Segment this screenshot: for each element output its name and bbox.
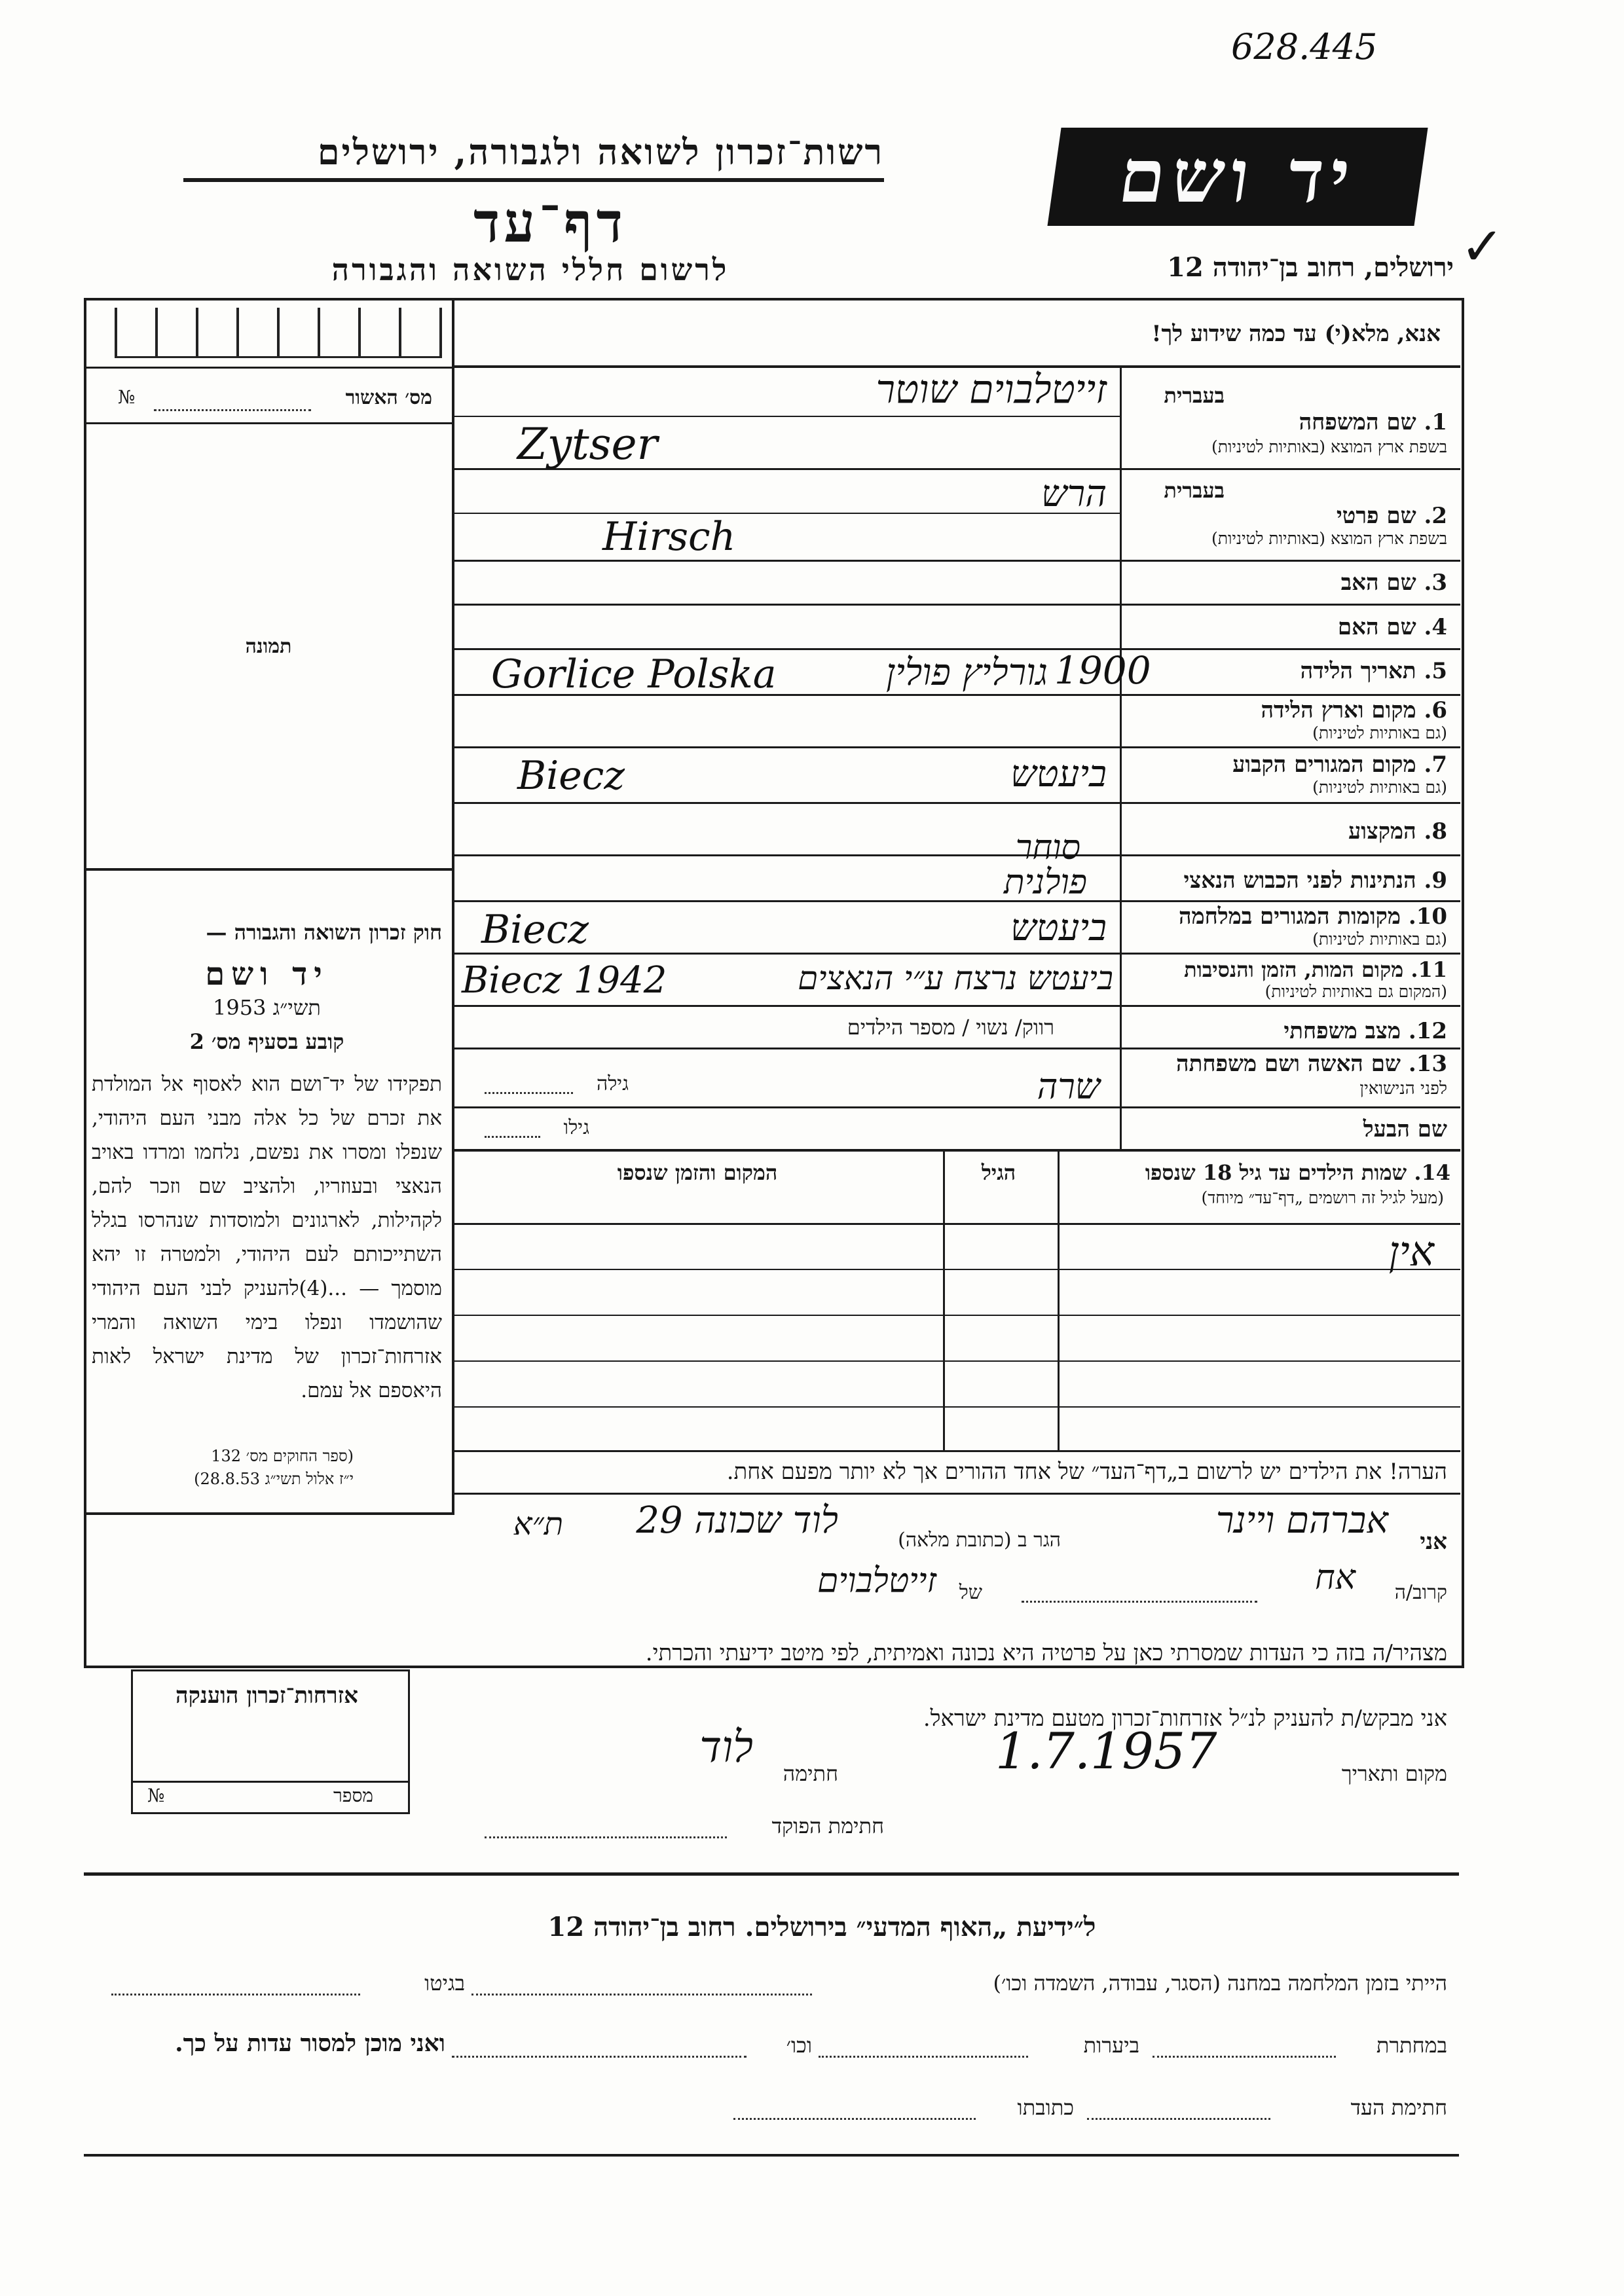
archive-reference: 628.445: [1231, 26, 1378, 67]
war-residence-latin-value[interactable]: Biecz: [481, 907, 589, 953]
law-reference-2: י״ז אלול תשי״ג 28.8.53): [194, 1470, 354, 1488]
law-reference-1: (ספר החוקים מס׳ 132: [211, 1447, 354, 1465]
birth-date-label: 5. תאריך הלידה: [1300, 658, 1447, 684]
signature-label: חתימה: [783, 1761, 838, 1786]
citizenship-request: אני מבקש/ת להעניק לנ״ל אזרחות־זכרון מטעם מדינת ישראל.: [923, 1705, 1447, 1732]
citizenship-label: 9. הנתינות לפני הכבוש הנאצי: [1183, 867, 1447, 894]
citizenship-box-title: אזרחות־זכרון הוענקה: [175, 1683, 358, 1709]
war-residence-sublabel: (גם באותיות לטיניות): [1312, 930, 1447, 949]
intro-text: אנא, מלא(י) עד כמה שידוע לך!: [1151, 321, 1441, 347]
children-col-2: [943, 1149, 945, 1450]
hebrew-tag-2: בעברית: [1164, 478, 1225, 503]
approval-number-label: מס׳ האשור: [345, 386, 432, 409]
children-row: [452, 1406, 1460, 1408]
wife-name-value[interactable]: שרה: [1037, 1066, 1100, 1107]
birth-place-sublabel: (גם באותיות לטיניות): [1312, 723, 1447, 742]
address-label: הגר ב (כתובת מלאה): [898, 1529, 1061, 1552]
bottom-line1-label: הייתי בזמן המלחמה במחנה (הסגר, עבודה, השמדה וכו׳): [993, 1971, 1447, 1995]
first-name-label: 2. שם פרטי: [1336, 503, 1447, 529]
death-place-hebrew-value[interactable]: ביעטש נרצח ע״י הנאצים: [798, 959, 1113, 997]
birth-date-value[interactable]: 1900: [1054, 648, 1151, 693]
row-line: [452, 802, 1460, 804]
declarant-label: אני: [1420, 1529, 1447, 1555]
residence-sublabel: (גם באותיות לטיניות): [1312, 778, 1447, 797]
approval-number-field[interactable]: [154, 409, 311, 411]
children-col-1: [1058, 1149, 1060, 1450]
bottom-ghetto-label: בגיטו: [424, 1971, 465, 1995]
bottom-title: ל״ידיעת „האוף המדעי״ בירושלים. רחוב בן־יהודה 12: [547, 1912, 1096, 1942]
left-column-divider: [452, 298, 454, 1512]
row-line: [452, 746, 1460, 748]
bottom-forests-field[interactable]: [819, 2056, 1028, 2058]
form-title: דף־עד: [473, 190, 627, 255]
family-name-sublabel: בשפת ארץ המוצא (באותיות לטיניות): [1211, 437, 1447, 456]
row-line: [452, 1005, 1460, 1007]
row-line: [452, 648, 1460, 650]
wife-name-label: 13. שם האשה ושם משפחתה: [1176, 1051, 1447, 1077]
authority-name: רשות־זכרון לשואה ולגבורה, ירושלים: [317, 131, 884, 173]
bottom-frame-rule: [84, 2154, 1459, 2157]
family-name-hebrew-value[interactable]: זייטלבוים שוטר: [876, 367, 1107, 412]
of-value[interactable]: זייטלבוים: [817, 1561, 936, 1601]
code-boxes: [115, 308, 442, 360]
residence-hebrew-value[interactable]: ביעטש: [1010, 753, 1107, 795]
hebrew-tag-1: בעברית: [1164, 383, 1225, 408]
profession-label: 8. המקצוע: [1348, 818, 1447, 845]
law-year-hebrew: תשי״ג: [272, 995, 321, 1020]
husband-age-field[interactable]: [485, 1136, 540, 1138]
of-label: של: [959, 1581, 982, 1604]
marital-status-label: 12. מצב משפחתי: [1283, 1018, 1447, 1044]
husband-age-label: גילו: [563, 1116, 589, 1139]
family-name-label: 1. שם המשפחה: [1299, 409, 1447, 435]
bottom-line1-field[interactable]: [471, 1994, 812, 1995]
label-column-divider: [1120, 367, 1122, 1149]
first-name-sublabel: בשפת ארץ המוצא (באותיות לטיניות): [1211, 529, 1447, 548]
place-date-value[interactable]: 1.7.1957: [995, 1722, 1217, 1780]
bottom-underground-field[interactable]: [1153, 2056, 1336, 2058]
first-name-hebrew-value[interactable]: הרש: [1041, 473, 1107, 515]
approval-number-suffix: №: [118, 386, 136, 408]
declaration-statement: מצהיר/ה בזה כי העדות שמסרתי כאן על פרטיה היא נכונה ואמיתית, לפי מיטב ידיעתי והכרתי.: [645, 1640, 1447, 1666]
row-line: [452, 953, 1460, 955]
children-row: [452, 1360, 1460, 1362]
birth-place-hebrew-value[interactable]: גורליץ פולין: [886, 651, 1048, 694]
place-date-label: מקום ותאריך: [1341, 1761, 1447, 1786]
note-bottom-rule: [454, 1493, 1460, 1495]
death-place-label: 11. מקום המות, הזמן והנסיבות: [1184, 957, 1447, 982]
header-address: ירושלים, רחוב בן־יהודה 12: [1167, 252, 1454, 283]
first-name-latin-value[interactable]: Hirsch: [602, 514, 736, 560]
declarant-name-value[interactable]: אברהם ויינר: [1215, 1499, 1388, 1542]
children-value[interactable]: אין: [1388, 1228, 1434, 1275]
bottom-ghetto-field[interactable]: [111, 1994, 360, 1995]
birth-place-latin-value[interactable]: Gorlice Polska: [491, 651, 777, 697]
note-text: הערה! את הילדים יש לרשום ב„דף־העד״ של אחד ההורים אך לא יותר מפעם אחת.: [726, 1459, 1447, 1485]
photo-label: תמונה: [245, 635, 292, 658]
death-place-sublabel: (המקום גם באותיות לטיניות): [1264, 982, 1447, 1001]
war-residence-hebrew-value[interactable]: ביעטש: [1010, 907, 1107, 949]
wife-name-sublabel: לפני הנישואין: [1359, 1079, 1447, 1099]
children-row: [452, 1269, 1460, 1270]
bottom-testify-text: ואני מוכן למסור עדות על כך.: [175, 2030, 445, 2057]
logo-text: יד ושם: [1113, 134, 1362, 219]
header-rule: [183, 178, 884, 182]
row-line: [452, 560, 1460, 562]
signature-value[interactable]: לוד: [699, 1722, 753, 1772]
officer-signature-label: חתימת הפוקד: [771, 1813, 884, 1838]
family-name-latin-value[interactable]: Zytser: [517, 419, 658, 469]
bottom-etc-field[interactable]: [452, 2056, 747, 2058]
row-line: [452, 604, 1460, 606]
children-place-header: המקום והזמן שנספו: [617, 1160, 778, 1185]
check-mark-icon: ✓: [1460, 216, 1505, 277]
tear-line: [84, 1872, 1459, 1876]
photo-rule: [84, 868, 452, 871]
war-residence-label: 10. מקומות המגורים במלחמה: [1178, 903, 1447, 930]
children-age-header: הגיל: [981, 1160, 1016, 1185]
witness-signature-label: חתימת העד: [1350, 2095, 1447, 2120]
note-top-rule: [454, 1450, 1460, 1452]
wife-age-label: גילה: [596, 1072, 629, 1095]
death-place-latin-value[interactable]: Biecz 1942: [462, 959, 667, 1002]
row-line: [452, 1149, 1460, 1152]
mother-name-label: 4. שם האם: [1337, 614, 1447, 640]
form-subtitle: לרשום חללי השואה והגבורה: [331, 252, 729, 287]
left-column-bottom: [84, 1512, 454, 1515]
children-row: [452, 1315, 1460, 1316]
children-sublabel: (מעל לגיל זה רושמים „דף־עד״ מיוחד): [1201, 1188, 1444, 1207]
bottom-etc-label: וכו׳: [786, 2033, 812, 2058]
witness-address-label: כתובתו: [1017, 2095, 1074, 2120]
residence-latin-value[interactable]: Biecz: [517, 753, 625, 799]
relation-field[interactable]: [1022, 1601, 1257, 1603]
citizenship-box-divider: [131, 1781, 410, 1783]
law-section: קובע בסעיף מס׳ 2: [189, 1029, 344, 1054]
row-line: [452, 1048, 1460, 1049]
relation-value[interactable]: אח: [1315, 1558, 1356, 1597]
citizenship-value[interactable]: פולנית: [1003, 863, 1087, 902]
marital-status-options[interactable]: רווק/ נשוי / מספר הילדים: [847, 1015, 1054, 1040]
address-value-2[interactable]: ת״א: [513, 1506, 563, 1542]
relation-label: קרוב/ה: [1394, 1581, 1447, 1604]
officer-signature-field[interactable]: [485, 1836, 727, 1838]
law-name: יד ושם: [205, 956, 329, 993]
law-text: תפקידו של יד־ושם הוא לאסוף אל המולדת את זכרם של כל אלה מבני העם היהודי, שנפלו ומסרו את נפשם, נלחמו ומרדו באויב הנאצי ובעוזריו, ולהציב שם וזכר להם, לקהילות, לארגונים ולמוסדות שנהרסו בגלל השתייכותם לעם היהודי, ולמטרה זו יהא מוסמך — ...(4)להעניק לבני העם היהודי שהושמדו ונפלו בימי השואה והמרי אזרחות־זכרון של מדינת ישראל לאות היאספם אל עמם.: [92, 1072, 442, 1402]
children-label: 14. שמות הילדים עד גיל 18 שנספו: [1145, 1160, 1450, 1185]
witness-address-field[interactable]: [733, 2118, 976, 2120]
wife-age-field[interactable]: [485, 1092, 573, 1094]
father-name-label: 3. שם האב: [1340, 570, 1447, 596]
profession-value[interactable]: סוחר: [1015, 828, 1080, 867]
yad-vashem-logo: [1047, 128, 1428, 226]
law-year: 1953: [213, 995, 267, 1020]
row-line: [454, 416, 1120, 417]
law-year-block: [92, 995, 442, 1020]
bottom-forests-label: ביערות: [1083, 2033, 1139, 2058]
husband-name-label: שם הבעל: [1363, 1116, 1447, 1142]
bottom-underground-label: במחתרת: [1376, 2033, 1447, 2058]
code-boxes-rule: [84, 367, 452, 369]
residence-label: 7. מקום המגורים הקבוע: [1232, 752, 1447, 778]
citizenship-number-suffix: №: [147, 1785, 165, 1806]
children-row: [452, 1223, 1460, 1225]
witness-signature-field[interactable]: [1087, 2118, 1270, 2120]
citizenship-number-label: מספר: [333, 1785, 373, 1806]
birth-place-label: 6. מקום וארץ הלידה: [1261, 697, 1447, 723]
address-value[interactable]: לוד שכונה 29: [636, 1499, 838, 1542]
law-title: חוק זכרון השואה והגבורה —: [206, 920, 442, 945]
